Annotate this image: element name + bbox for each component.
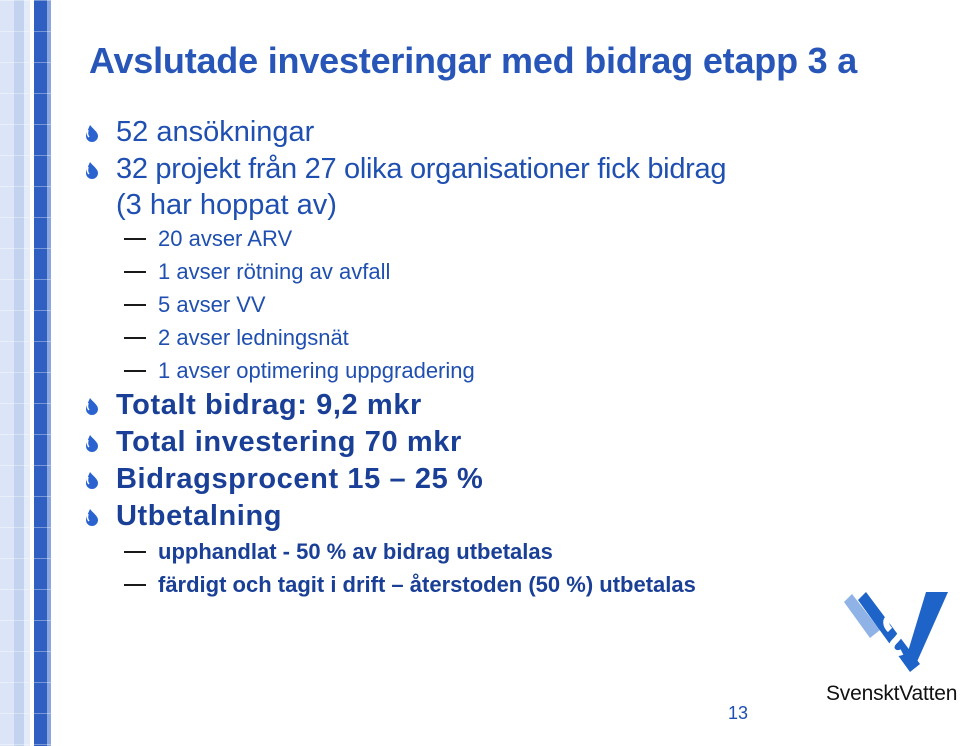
svenskt-vatten-logo-text: SvensktVatten [826,682,958,705]
bullet-item [80,151,860,188]
bullet-text: 32 projekt från 27 olika organisationer fick bidrag [116,153,727,185]
sub-bullet-item [80,321,860,354]
dash-bullet-icon [124,304,146,306]
bullet-item [80,114,860,151]
bullet-item [80,424,860,461]
sub-bullet-text: 5 avser VV [158,292,266,317]
sub-bullet-item [80,568,860,601]
water-drop-bullet-icon [84,434,100,452]
sub-bullet-item [80,535,860,568]
bullet-text: Bidragsprocent 15 – 25 % [116,463,484,495]
sub-bullet-text: 1 avser optimering uppgradering [158,358,475,383]
dash-bullet-icon [124,271,146,273]
sub-bullet-text: 1 avser rötning av avfall [158,259,391,284]
bullet-text: Utbetalning [116,500,283,532]
sub-bullet-text: upphandlat - 50 % av bidrag utbetalas [158,539,553,564]
sub-bullet-item [80,354,860,387]
sub-bullet-text: färdigt och tagit i drift – återstoden (50 %) utbetalas [158,572,696,597]
bullet-item [80,387,860,424]
sub-bullet-text: 2 avser ledningsnät [158,325,349,350]
water-drop-bullet-icon [84,124,100,142]
bullet-text: Total investering 70 mkr [116,426,462,458]
sub-bullet-item [80,288,860,321]
sub-bullet-text: 20 avser ARV [158,226,293,251]
dash-bullet-icon [124,584,146,586]
bullet-text: Totalt bidrag: 9,2 mkr [116,389,422,421]
bullet-text: (3 har hoppat av) [116,189,337,221]
slide-title: Avslutade investeringar med bidrag etapp 3 a [89,40,858,81]
side-strip-grid [0,0,51,746]
page-number: 13 [728,703,749,723]
slide-bullet-list [80,114,860,601]
water-drop-bullet-icon [84,397,100,415]
water-drop-bullet-icon [84,508,100,526]
water-drop-bullet-icon [84,471,100,489]
dash-bullet-icon [124,238,146,240]
dash-bullet-icon [124,337,146,339]
bullet-item [80,461,860,498]
sub-bullet-item [80,255,860,288]
dash-bullet-icon [124,551,146,553]
bullet-text: 52 ansökningar [116,116,315,148]
sub-bullet-item [80,222,860,255]
bullet-item [80,498,860,535]
dash-bullet-icon [124,370,146,372]
bullet-continuation [80,188,860,222]
water-drop-bullet-icon [84,161,100,179]
